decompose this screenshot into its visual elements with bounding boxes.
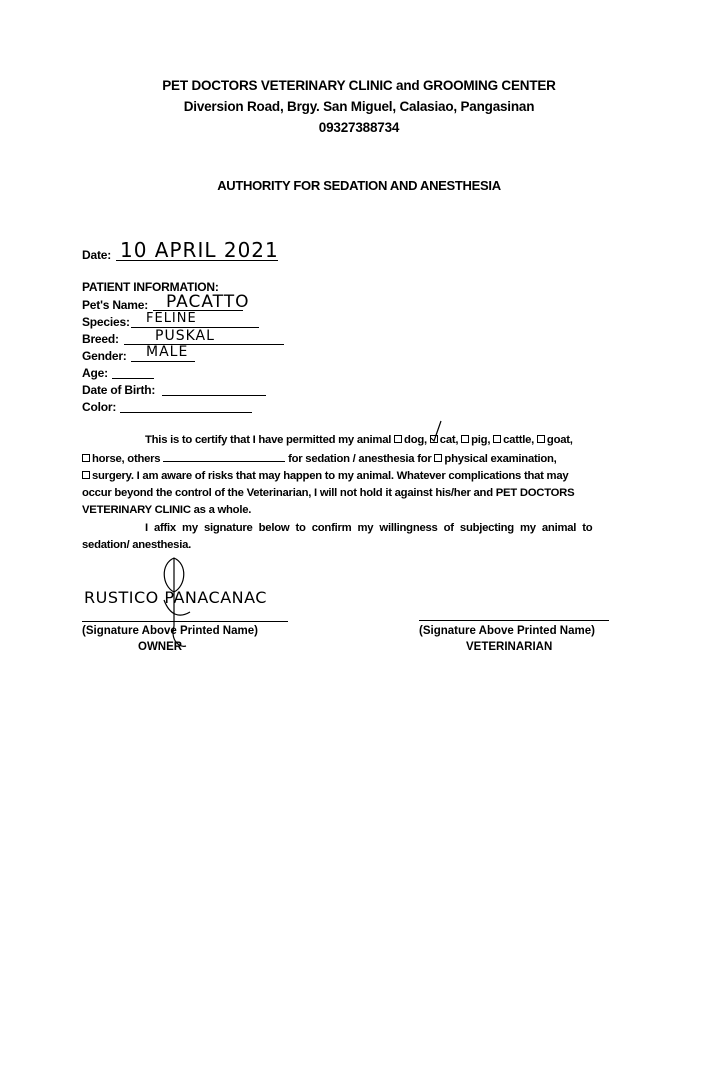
patient-section-title: PATIENT INFORMATION: <box>82 280 219 294</box>
owner-role: OWNER <box>138 641 183 653</box>
date-value[interactable]: 10 APRIL 2021 <box>120 238 279 262</box>
check-mark-icon <box>430 420 442 442</box>
breed-label: Breed: <box>82 332 119 346</box>
pet-name-label: Pet's Name: <box>82 298 149 312</box>
consent-line-5: VETERINARY CLINIC as a whole. <box>82 504 252 516</box>
dob-label: Date of Birth: <box>82 383 156 397</box>
consent-line-4: occur beyond the control of the Veterinarian, I will not hold it against his/her and PET DOCTORS <box>82 487 575 499</box>
owner-handwritten-name[interactable]: RUSTICO PANACANAC <box>84 588 267 607</box>
form-title: AUTHORITY FOR SEDATION AND ANESTHESIA <box>217 178 501 193</box>
consent-line-1: This is to certify that I have permitted my animal dog, cat, pig, cattle, goat, <box>145 434 573 446</box>
gender-line <box>131 361 195 362</box>
consent-line-2: horse, others for sedation / anesthesia for physical examination, <box>82 452 557 465</box>
others-blank[interactable] <box>163 452 285 462</box>
species-value[interactable]: FELINE <box>146 311 197 326</box>
owner-caption: (Signature Above Printed Name) <box>82 625 258 637</box>
age-label: Age: <box>82 366 108 380</box>
color-label: Color: <box>82 400 117 414</box>
gender-value[interactable]: MALE <box>146 344 189 360</box>
dob-line <box>162 395 266 396</box>
checkbox-horse[interactable] <box>82 454 90 462</box>
pet-name-value[interactable]: PACATTO <box>166 292 250 312</box>
clinic-address: Diversion Road, Brgy. San Miguel, Calasiao, Pangasinan <box>183 99 535 114</box>
clinic-name: PET DOCTORS VETERINARY CLINIC and GROOMING CENTER <box>162 78 556 93</box>
consent-p2-line-2: sedation/ anesthesia. <box>82 539 192 551</box>
checkbox-goat[interactable] <box>537 435 545 443</box>
checkbox-surgery[interactable] <box>82 471 90 479</box>
date-label: Date: <box>82 248 112 262</box>
vet-caption: (Signature Above Printed Name) <box>419 625 595 637</box>
breed-value[interactable]: PUSKAL <box>155 328 215 344</box>
checkbox-cat[interactable] <box>430 435 438 443</box>
consent-line-3: surgery. I am aware of risks that may happen to my animal. Whatever complications that may <box>82 470 568 482</box>
vet-role: VETERINARIAN <box>466 641 553 653</box>
age-line <box>112 378 154 379</box>
checkbox-cattle[interactable] <box>493 435 501 443</box>
checkbox-pig[interactable] <box>461 435 469 443</box>
consent-p2-line-1: I affix my signature below to confirm my willingness of subjecting my animal to <box>145 522 593 534</box>
gender-label: Gender: <box>82 349 127 363</box>
species-label: Species: <box>82 315 130 329</box>
checkbox-dog[interactable] <box>394 435 402 443</box>
vet-signature-line[interactable] <box>419 620 609 621</box>
checkbox-physical-exam[interactable] <box>434 454 442 462</box>
color-line <box>120 412 252 413</box>
clinic-phone: 09327388734 <box>318 120 400 135</box>
